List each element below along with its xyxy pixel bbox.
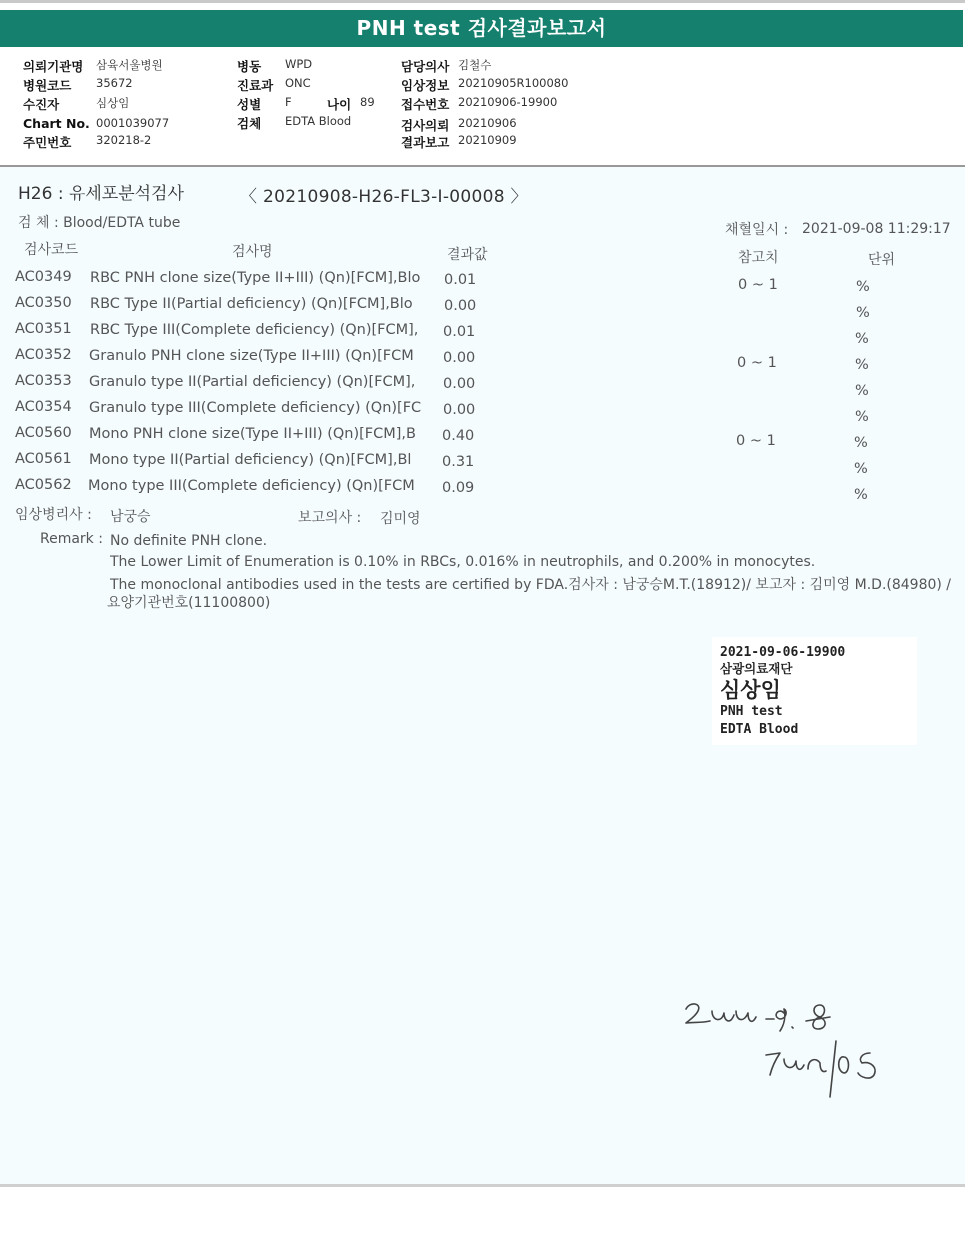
- sticker-test-name: PNH test: [720, 704, 783, 719]
- hospital-code-value: 35672: [96, 76, 133, 90]
- patient-name-value: 심상임: [96, 96, 130, 110]
- receipt-no-label: 접수번호: [401, 97, 450, 112]
- result-value: 0.40: [442, 428, 475, 444]
- sticker-receipt-no: 2021-09-06-19900: [720, 645, 846, 660]
- receipt-no-value: 20210906-19900: [458, 95, 558, 109]
- request-date-value: 20210906: [458, 116, 517, 130]
- sticker-patient-name: 심상임: [720, 678, 781, 702]
- age-value: 89: [360, 95, 375, 109]
- test-name: Mono type III(Complete deficiency) (Qn)[FCM: [88, 478, 415, 494]
- handwritten-date-signature: [680, 997, 900, 1117]
- ward-value: WPD: [285, 57, 313, 71]
- reference-range: 0 ~ 1: [738, 277, 778, 293]
- test-name: RBC Type II(Partial deficiency) (Qn)[FCM],Blo: [90, 296, 413, 312]
- test-code: AC0351: [15, 321, 72, 337]
- pathologist-value: 남궁승: [110, 509, 151, 525]
- clinical-info-value: 20210905R100080: [458, 76, 569, 90]
- unit: %: [856, 305, 870, 321]
- test-code: AC0352: [15, 347, 72, 363]
- remark-label: Remark :: [40, 531, 103, 547]
- test-code: AC0353: [15, 373, 72, 389]
- remark-line: The Lower Limit of Enumeration is 0.10% in RBCs, 0.016% in neutrophils, and 0.200% in monocytes.: [110, 554, 816, 570]
- test-name: Granulo type III(Complete deficiency) (Qn)[FC: [89, 400, 422, 416]
- age-label: 나이: [327, 97, 352, 112]
- pathologist-label: 임상병리사 :: [15, 507, 92, 523]
- field-label: 의뢰기관명: [23, 59, 84, 74]
- specimen-label: 검체: [237, 116, 262, 131]
- sticker-institution: 삼광의료재단: [720, 661, 793, 676]
- test-name: Mono PNH clone size(Type II+III) (Qn)[FCM],B: [89, 426, 416, 442]
- ward-label: 병동: [237, 59, 262, 74]
- report-body: [0, 167, 965, 1187]
- header-row-hospital-code: [23, 76, 71, 94]
- request-date-label: 검사의뢰: [401, 118, 450, 133]
- unit: %: [854, 461, 868, 477]
- unit: %: [855, 331, 869, 347]
- col-header-name: 검사명: [232, 244, 273, 260]
- unit: %: [855, 383, 869, 399]
- result-value: 0.01: [444, 272, 477, 288]
- unit: %: [855, 357, 869, 373]
- collected-label: 채혈일시 :: [725, 222, 789, 238]
- remark-line: 요양기관번호(11100800): [107, 595, 271, 611]
- result-value: 0.31: [442, 454, 475, 470]
- field-label: 주민번호: [23, 135, 72, 150]
- reference-range: 0 ~ 1: [737, 355, 777, 371]
- result-value: 0.09: [442, 480, 475, 496]
- test-name: Mono type II(Partial deficiency) (Qn)[FCM],Bl: [89, 452, 412, 468]
- col-header-result: 결과값: [447, 247, 488, 263]
- field-label: 수진자: [23, 97, 60, 112]
- field-label: 병원코드: [23, 78, 72, 93]
- unit: %: [854, 435, 868, 451]
- test-name: RBC Type III(Complete deficiency) (Qn)[FCM],: [90, 322, 419, 338]
- result-value: 0.00: [443, 376, 476, 392]
- chart-no-value: 0001039077: [96, 116, 170, 130]
- test-code: AC0560: [15, 425, 72, 441]
- doctor-value: 김철수: [458, 58, 492, 72]
- section-title: H26 : 유세포분석검사: [18, 184, 184, 204]
- specimen-value: EDTA Blood: [285, 114, 352, 128]
- col-header-ref: 참고치: [738, 250, 779, 266]
- test-name: Granulo PNH clone size(Type II+III) (Qn)[FCM: [89, 348, 414, 364]
- test-name: Granulo type II(Partial deficiency) (Qn)[FCM],: [89, 374, 416, 390]
- reporter-value: 김미영: [380, 511, 421, 527]
- resident-id-value: 320218-2: [96, 133, 152, 147]
- remark-line: No definite PNH clone.: [110, 533, 268, 549]
- result-value: 0.00: [443, 402, 476, 418]
- test-code: AC0561: [15, 451, 72, 467]
- department-value: ONC: [285, 76, 311, 90]
- doctor-label: 담당의사: [401, 59, 450, 74]
- clinical-info-label: 임상정보: [401, 78, 450, 93]
- field-label: Chart No.: [23, 116, 90, 131]
- test-code: AC0562: [15, 477, 72, 493]
- accession-number: 〈 20210908-H26-FL3-I-00008 〉: [240, 187, 528, 207]
- sticker-specimen: EDTA Blood: [720, 722, 799, 737]
- header-row-patient: [23, 95, 59, 113]
- unit: %: [855, 409, 869, 425]
- unit: %: [854, 487, 868, 503]
- sex-value: F: [285, 95, 292, 109]
- result-value: 0.00: [443, 350, 476, 366]
- institution-value: 삼육서울병원: [96, 58, 163, 72]
- col-header-code: 검사코드: [24, 242, 79, 258]
- result-value: 0.00: [444, 298, 477, 314]
- header-row-chart: [23, 116, 90, 131]
- unit: %: [856, 279, 870, 295]
- collected-value: 2021-09-08 11:29:17: [802, 221, 951, 237]
- col-header-unit: 단위: [868, 252, 896, 268]
- department-label: 진료과: [237, 78, 274, 93]
- remark-line: The monoclonal antibodies used in the tests are certified by FDA.검사자 : 남궁승M.T.(18912)/ 보고자 : 김미영 M.D.(84980) /: [110, 577, 952, 593]
- test-name: RBC PNH clone size(Type II+III) (Qn)[FCM],Blo: [90, 270, 421, 286]
- result-value: 0.01: [443, 324, 476, 340]
- test-code: AC0350: [15, 295, 72, 311]
- header-row-id: [23, 133, 71, 151]
- report-date-label: 결과보고: [401, 135, 450, 150]
- test-code: AC0349: [15, 269, 72, 285]
- patient-header: [0, 47, 965, 167]
- header-row-institution: [23, 57, 83, 75]
- report-title: PNH test 검사결과보고서: [0, 10, 963, 47]
- sex-label: 성별: [237, 97, 262, 112]
- reporter-label: 보고의사 :: [298, 510, 362, 526]
- report-date-value: 20210909: [458, 133, 517, 147]
- reference-range: 0 ~ 1: [736, 433, 776, 449]
- specimen-line: 검 체 : Blood/EDTA tube: [18, 215, 181, 231]
- test-code: AC0354: [15, 399, 72, 415]
- specimen-label-sticker: [712, 637, 917, 745]
